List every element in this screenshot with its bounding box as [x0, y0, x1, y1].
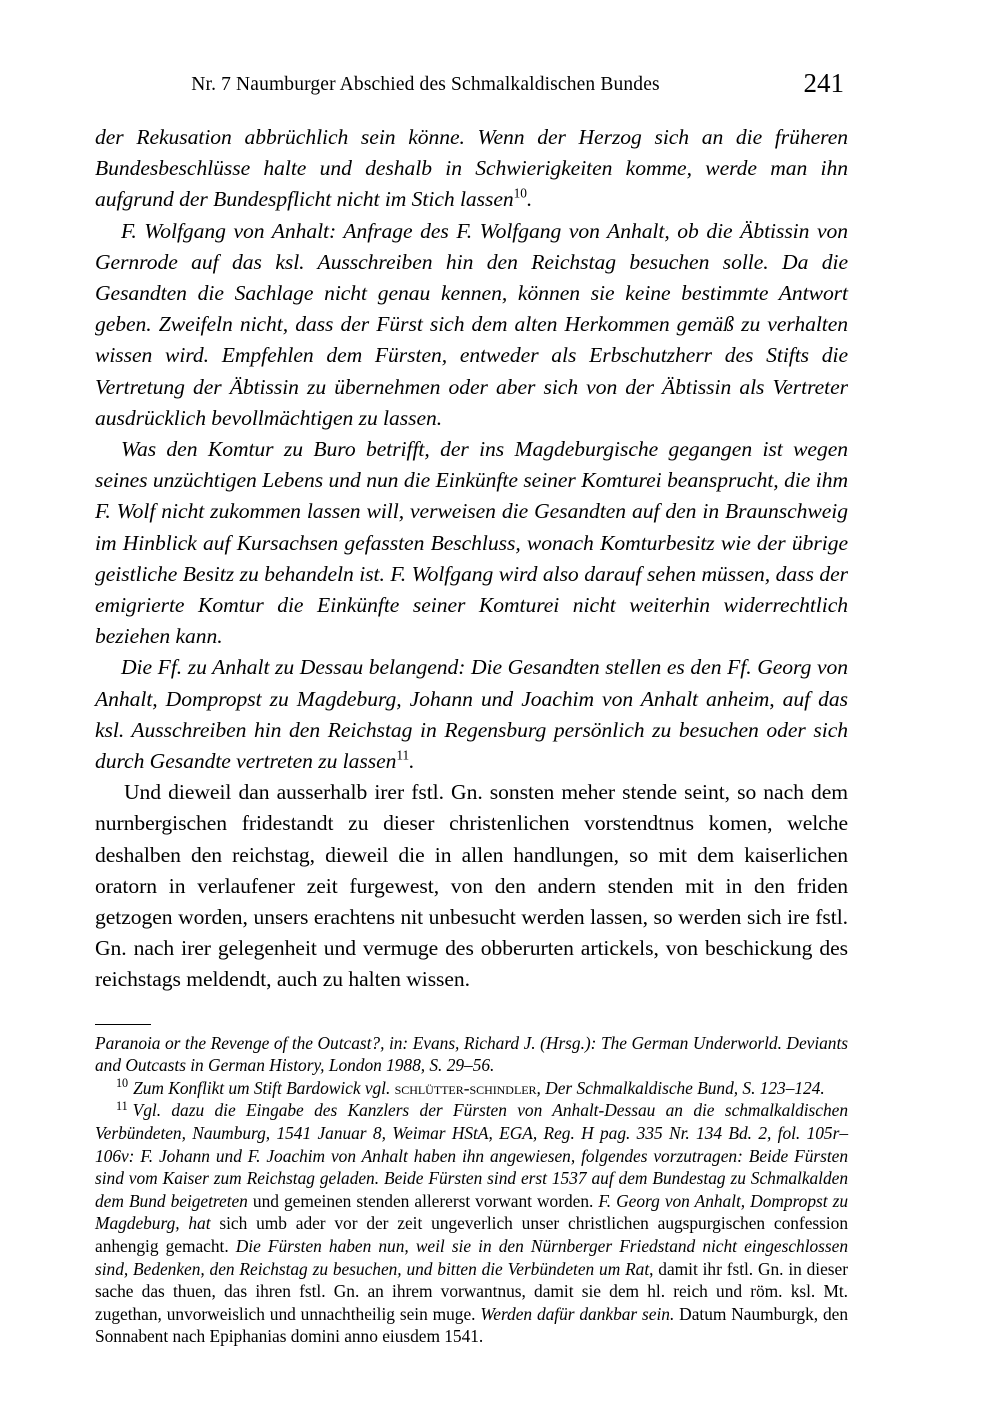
footnote-continued: [95, 1032, 848, 1077]
footnote-11: [95, 1099, 848, 1348]
footnote-segment-roman-4: Datum Naumburgk, den Sonnabent nach Epiphanias domini anno eiusdem 1541.: [95, 1303, 848, 1347]
paragraph-text: Die Ff. zu Anhalt zu Dessau belangend: Die Gesandten stellen es den Ff. Georg von Anhalt, Dompropst zu Magdeburg, Johann und Joachim von Anhalt anheim, auf das ksl. Ausschreiben hin den Reichstag in Regensburg persönlich zu besuchen oder sich durch Gesandte vertreten zu lassen: [95, 655, 848, 774]
footnote-segment-italic-4: Werden dafür dankbar sein.: [480, 1303, 680, 1324]
footnote-segment-roman-3: , damit ihr fstl. Gn. in dieser sache das thuen, das ihren fstl. Gn. an ihrem vorwantnus, damit sie dem hl. reich und röm. ksl. Mt. zugethan, unvorweislich und unnachtheilig sein muge.: [95, 1258, 848, 1324]
paragraph-text: der Rekusation abbrüchlich sein könne. Wenn der Herzog sich an die früheren Bundesbeschlüsse halte und deshalb in Schwierigkeiten komme, werde man ihn aufgrund der Bundespflicht nicht im Stich lassen: [95, 125, 848, 212]
running-head: [95, 68, 848, 114]
footnote-apparatus: [95, 1024, 848, 1348]
footnote-number-10[interactable]: 10: [116, 1076, 129, 1091]
paragraph-tail: .: [526, 187, 533, 212]
footnote-text: Paranoia or the Revenge of the Outcast?, in: Evans, Richard J. (Hrsg.): The German Underworld. Deviants and Outcasts in German History, London 1988, S. 29–56.: [95, 1032, 848, 1076]
paragraph-ff-zu-anhalt-dessau: [95, 652, 848, 777]
footnote-marker-11[interactable]: 11: [396, 747, 410, 763]
footnote-10: [95, 1077, 848, 1100]
paragraph-komtur-zu-buro: [95, 434, 848, 652]
paragraph-wolfgang-von-anhalt: [95, 216, 848, 434]
paragraph-text: Und dieweil dan ausserhalb irer fstl. Gn. sonsten meher stende seint, so nach dem nurnbergischen fridestandt zu dieser christenlichen vorstendtnus komen, welche deshalben den reichstag, dieweil die in allen handlungen, so mit dem kaiserlichen oratorn in verlaufener zeit furgewest, von den andern stenden mit in den friden getzogen worden, unsers erachtens nit unbesucht werden lassen, so werden sich ire fstl. Gn. nach irer gelegenheit und vermuge des obberurten artickels, von beschickung des reichstags meldendt, auch zu halten wissen.: [95, 780, 848, 992]
footnote-segment-roman-2: sich umb ader vor der zeit ungeverlich unser christlichen augspurgischen confession anhengig gemacht.: [95, 1213, 848, 1257]
body-text: [95, 122, 848, 996]
page-number: 241: [803, 68, 844, 98]
footnote-segment-italic: Zum Konflikt um Stift Bardowick vgl.: [133, 1077, 395, 1098]
paragraph-rekusation: [95, 122, 848, 216]
footnote-segment-italic-1: Vgl. dazu die Eingabe des Kanzlers der Fürsten von Anhalt-Dessau an die schmalkaldischen Verbündeten, Naumburg, 1541 Januar 8, Weimar HStA, EGA, Reg. H pag. 335 Nr. 134 Bd. 2, fol. 105r–106v: F. Johann und F. Joachim von Anhalt haben ihn angewiesen, folgendes vorzutragen: Beide Fürsten sind vom Kaiser zum Reichstag geladen. Beide Fürsten sind erst 1537 auf dem Bundestag zu Schmalkalden dem Bund beigetreten: [95, 1100, 848, 1211]
footnote-segment-italic-2: , Der Schmalkaldische Bund, S. 123–124.: [536, 1077, 825, 1098]
paragraph-text: F. Wolfgang von Anhalt: Anfrage des F. Wolfgang von Anhalt, ob die Äbtissin von Gernrode auf das ksl. Ausschreiben hin den Reichstag besuchen solle. Da die Gesandten die Sachlage nicht genau kennen, können sie keine bestimmte Antwort geben. Zweifeln nicht, dass der Fürst sich dem alten Herkommen gemäß zu verhalten wissen wird. Empfehlen dem Fürsten, entweder als Erbschutzherr des Stifts die Vertretung der Äbtissin zu übernehmen oder aber sich von der Äbtissin als Vertreter ausdrücklich bevollmächtigen zu lassen.: [95, 218, 848, 430]
footnote-segment-italic-2: F. Georg von Anhalt, Dompropst zu Magdeburg, hat: [95, 1190, 848, 1234]
footnote-number-11[interactable]: 11: [116, 1098, 128, 1113]
page-content-column: [95, 0, 848, 1348]
footnote-segment-italic-3: Die Fürsten haben nun, weil sie in den Nürnberger Friedstand nicht eingeschlossen sind, Bedenken, den Reichstag zu besuchen, und bitten die Verbündeten um Rat: [95, 1236, 848, 1279]
footnote-separator-rule: [95, 1024, 151, 1025]
paragraph-und-dieweil: [95, 777, 848, 995]
paragraph-text: Was den Komtur zu Buro betrifft, der ins Magdeburgische gegangen ist wegen seines unzüchtigen Lebens und nun die Einkünfte seiner Komturei beansprucht, die ihm F. Wolf nicht zukommen lassen will, verweisen die Gesandten auf den in Braunschweig im Hinblick auf Kursachsen gefassten Beschluss, wonach Komturbesitz wie der übrige geistliche Besitz zu behandeln ist. F. Wolfgang wird also darauf sehen müssen, dass der emigrierte Komtur die Einkünfte seiner Komturei nicht weiterhin widerrechtlich beziehen kann.: [95, 437, 848, 649]
running-head-title: Nr. 7 Naumburger Abschied des Schmalkaldischen Bundes: [191, 74, 660, 95]
footnote-segment-roman-1: und gemeinen stenden allererst vorwant worden.: [252, 1190, 599, 1211]
paragraph-tail: .: [409, 749, 415, 774]
footnote-marker-10[interactable]: 10: [513, 186, 527, 202]
footnote-author-smallcaps: schlütter-schindler: [394, 1077, 537, 1098]
